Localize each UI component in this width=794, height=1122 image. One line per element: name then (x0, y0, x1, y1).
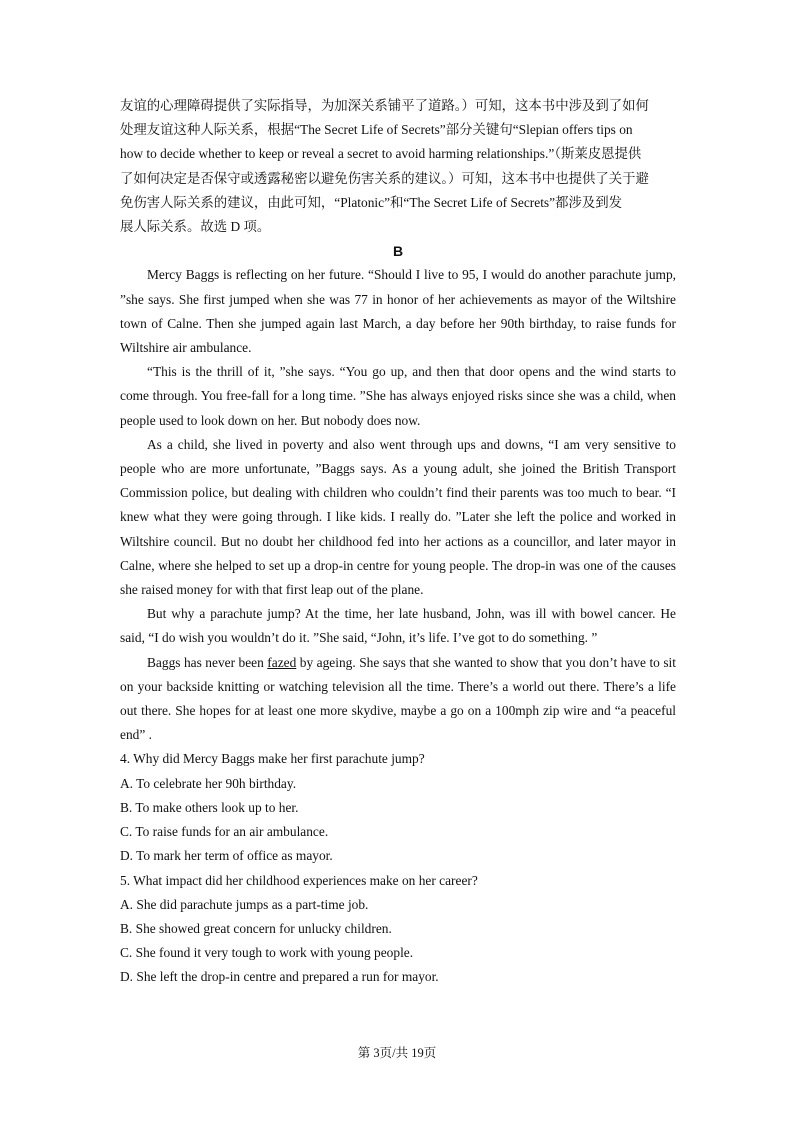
explanation-line: 展人际关系。故选 D 项。 (120, 219, 271, 235)
question-4 (120, 747, 676, 868)
answer-option: D. She left the drop-in centre and prepared a run for mayor. (120, 969, 439, 985)
answer-option: C. To raise funds for an air ambulance. (120, 824, 329, 840)
explanation-line: how to decide whether to keep or reveal a secret to avoid harming relationships.”（斯莱皮恩提供 (120, 146, 642, 162)
question-stem: 5. What impact did her childhood experiences make on her career? (120, 872, 478, 888)
question-stem: 4. Why did Mercy Baggs make her first parachute jump? (120, 751, 425, 767)
answer-option: B. She showed great concern for unlucky children. (120, 920, 392, 936)
previous-answer-explanation (120, 94, 676, 239)
answer-option: A. She did parachute jumps as a part-time job. (120, 896, 369, 912)
answer-option: C. She found it very tough to work with young people. (120, 945, 414, 961)
answer-option: B. To make others look up to her. (120, 799, 299, 815)
underlined-word: fazed (267, 654, 297, 670)
explanation-line: 处理友谊这种人际关系，根据“The Secret Life of Secrets”部分关键句“Slepian offers tips on (120, 122, 633, 138)
answer-option: D. To mark her term of office as mayor. (120, 848, 333, 864)
passage-text: by ageing. She says that she wanted to show that you don’t have to sit on your backside knitting or watching television all the time. There’s a world out there. There’s a life out there. She hopes for at least one more skydive, maybe a go on a 100mph zip wire and “a peaceful end” . (120, 654, 676, 743)
question-5 (120, 869, 676, 990)
explanation-line: 了如何决定是否保守或透露秘密以避免伤害关系的建议。）可知，这本书中也提供了关于避 (120, 170, 649, 186)
reading-passage (120, 263, 676, 747)
passage-paragraph: “This is the thrill of it, ”she says. “You go up, and then that door opens and the wind starts to come through. You free-fall for a long time. ”She has always enjoyed risks since she was a child, when people used to look down on her. But nobody does now. (120, 364, 676, 428)
passage-paragraph (120, 651, 676, 748)
passage-paragraph: But why a parachute jump? At the time, her late husband, John, was ill with bowel cancer. He said, “I do wish you wouldn’t do it. ”She said, “John, it’s life. I’ve got to do something. ” (120, 606, 676, 646)
page-number-footer: 第 3页/共 19页 (357, 1046, 437, 1060)
page-content (120, 94, 676, 990)
passage-paragraph: Mercy Baggs is reflecting on her future. “Should I live to 95, I would do another parachute jump, ”she says. She first jumped when she was 77 in honor of her achievements as mayor of the Wiltshire town of Calne. Then she jumped again last March, a day before her 90th birthday, to raise funds for Wiltshire air ambulance. (120, 267, 676, 356)
explanation-line: 友谊的心理障碍提供了实际指导，为加深关系铺平了道路。）可知，这本书中涉及到了如何 (120, 98, 649, 113)
passage-text: Baggs has never been (147, 654, 268, 670)
passage-paragraph: As a child, she lived in poverty and also went through ups and downs, “I am very sensitive to people who are more unfortunate, ”Baggs says. As a young adult, she joined the British Transport Commission police, but dealing with children who couldn’t find their parents was too much to bear. “I knew what they were going through. I like kids. I really do. ”Later she left the police and worked in Wiltshire council. But no doubt her childhood fed into her actions as a councillor, and later mayor in Calne, where she helped to set up a drop-in centre for young people. The drop-in was one of the causes she raised money for with that first leap out of the plane. (120, 436, 676, 598)
section-heading: B (392, 243, 404, 260)
explanation-line: 免伤害人际关系的建议，由此可知，“Platonic”和“The Secret Life of Secrets”都涉及到发 (120, 194, 623, 210)
answer-option: A. To celebrate her 90h birthday. (120, 775, 297, 791)
